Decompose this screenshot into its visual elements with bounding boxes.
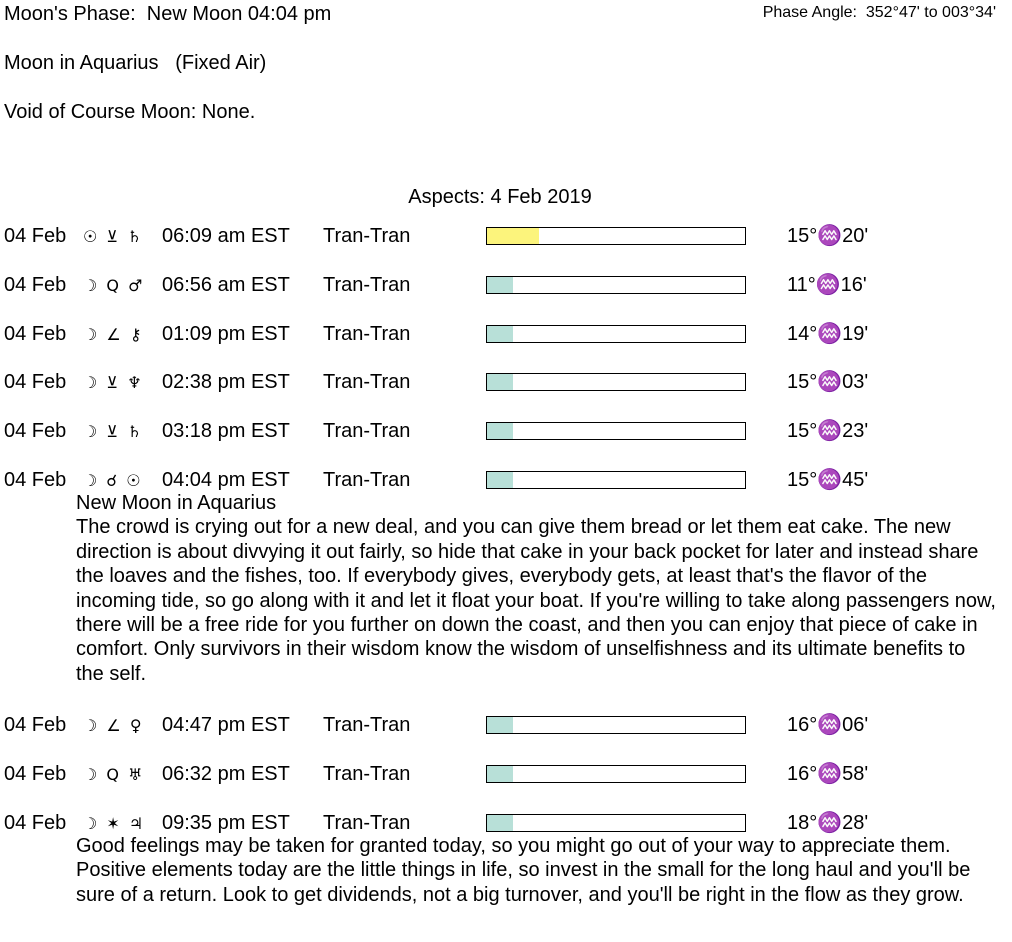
strength-bar-fill: [487, 277, 513, 293]
aspect-symbols: ☽ ∠ ♀: [83, 716, 144, 735]
aspect-date: 04 Feb: [4, 714, 67, 736]
aspect-date: 04 Feb: [4, 420, 67, 442]
aspect-degree: 16°♒06': [787, 714, 869, 736]
aspects-title: Aspects: 4 Feb 2019: [408, 186, 592, 208]
aspect-time: 02:38 pm EST: [162, 371, 290, 393]
aspect-degree: 15°♒23': [787, 420, 869, 442]
aspect-symbols: ☽ ✶ ♃: [83, 814, 146, 833]
strength-bar: [486, 227, 746, 245]
strength-bar: [486, 814, 746, 832]
aspect-date: 04 Feb: [4, 323, 67, 345]
strength-bar-fill: [487, 326, 513, 342]
strength-bar-fill: [487, 472, 513, 488]
aspect-date: 04 Feb: [4, 763, 67, 785]
aspect-symbols: ☽ Q ♂: [83, 276, 145, 295]
strength-bar-fill: [487, 423, 513, 439]
phase-angle: Phase Angle: 352°47' to 003°34': [762, 4, 996, 21]
strength-bar: [486, 325, 746, 343]
aspect-type: Tran-Tran: [323, 469, 411, 491]
strength-bar-fill: [487, 228, 539, 244]
aspect-time: 06:32 pm EST: [162, 763, 290, 785]
strength-bar: [486, 471, 746, 489]
aspect-row: [0, 810, 1012, 836]
aspect-type: Tran-Tran: [323, 812, 411, 834]
description-text: Good feelings may be taken for granted today, so you might go out of your way to appreciate them. Positive elements today are the little things in life, so invest in the small for the long haul and you'll be sure of a return. Look to get dividends, not a big turnover, and you'll be right in the flow as they grow.: [76, 835, 971, 906]
aspect-symbols: ☽ ∠ ⚷: [83, 325, 144, 344]
aspect-time: 06:09 am EST: [162, 225, 290, 247]
aspect-time: 03:18 pm EST: [162, 420, 290, 442]
aspect-date: 04 Feb: [4, 225, 67, 247]
strength-bar-fill: [487, 815, 513, 831]
aspect-type: Tran-Tran: [323, 420, 411, 442]
aspect-date: 04 Feb: [4, 469, 67, 491]
moon-sign: Moon in Aquarius (Fixed Air): [4, 52, 267, 74]
description-text: The crowd is crying out for a new deal, and you can give them bread or let them eat cake. The new direction is about divvying it out fairly, so hide that cake in your back pocket for later and instead share the loaves and the fishes, too. If everybody gives, everybody gets, at least that's the flavor of the incoming tide, so go along with it and let it float your boat. If you're willing to take along passengers now, there will be a free ride for you further on down the coast, and then you can enjoy that piece of cake in comfort. Only survivors in their wisdom know the wisdom of unselfishness and its ultimate benefits to the self.: [76, 516, 996, 685]
strength-bar: [486, 373, 746, 391]
aspect-symbols: ☽ ⊻ ♆: [83, 373, 144, 392]
aspect-degree: 15°♒03': [787, 371, 869, 393]
aspect-row: [0, 369, 1012, 395]
aspect-description: [76, 834, 996, 907]
aspect-row: [0, 418, 1012, 444]
aspect-type: Tran-Tran: [323, 225, 411, 247]
aspect-symbols: ☉ ⊻ ♄: [83, 227, 144, 246]
strength-bar-fill: [487, 717, 513, 733]
aspect-time: 01:09 pm EST: [162, 323, 290, 345]
description-title: New Moon in Aquarius: [76, 492, 277, 514]
aspect-type: Tran-Tran: [323, 371, 411, 393]
aspect-type: Tran-Tran: [323, 763, 411, 785]
void-of-course: Void of Course Moon: None.: [4, 101, 256, 123]
aspect-degree: 16°♒58': [787, 763, 869, 785]
aspect-row: [0, 467, 1012, 493]
aspect-degree: 14°♒19': [787, 323, 869, 345]
aspect-symbols: ☽ ☌ ☉: [83, 471, 143, 490]
moon-phase: Moon's Phase: New Moon 04:04 pm: [4, 3, 332, 25]
aspect-degree: 18°♒28': [787, 812, 869, 834]
strength-bar-fill: [487, 374, 513, 390]
aspect-type: Tran-Tran: [323, 714, 411, 736]
aspect-type: Tran-Tran: [323, 323, 411, 345]
strength-bar: [486, 422, 746, 440]
aspect-degree: 15°♒20': [787, 225, 869, 247]
aspect-time: 04:04 pm EST: [162, 469, 290, 491]
aspect-time: 09:35 pm EST: [162, 812, 290, 834]
aspect-degree: 11°♒16': [787, 274, 867, 296]
strength-bar: [486, 276, 746, 294]
strength-bar-fill: [487, 766, 513, 782]
aspect-row: [0, 272, 1012, 298]
aspect-date: 04 Feb: [4, 812, 67, 834]
strength-bar: [486, 716, 746, 734]
aspect-type: Tran-Tran: [323, 274, 411, 296]
aspect-degree: 15°♒45': [787, 469, 869, 491]
aspect-row: [0, 712, 1012, 738]
aspect-date: 04 Feb: [4, 274, 67, 296]
aspect-time: 04:47 pm EST: [162, 714, 290, 736]
aspect-symbols: ☽ Q ♅: [83, 765, 145, 784]
aspect-row: [0, 321, 1012, 347]
aspect-time: 06:56 am EST: [162, 274, 290, 296]
aspect-row: [0, 223, 1012, 249]
strength-bar: [486, 765, 746, 783]
aspect-date: 04 Feb: [4, 371, 67, 393]
aspect-row: [0, 761, 1012, 787]
aspect-description: [76, 491, 996, 686]
aspect-symbols: ☽ ⊻ ♄: [83, 422, 144, 441]
